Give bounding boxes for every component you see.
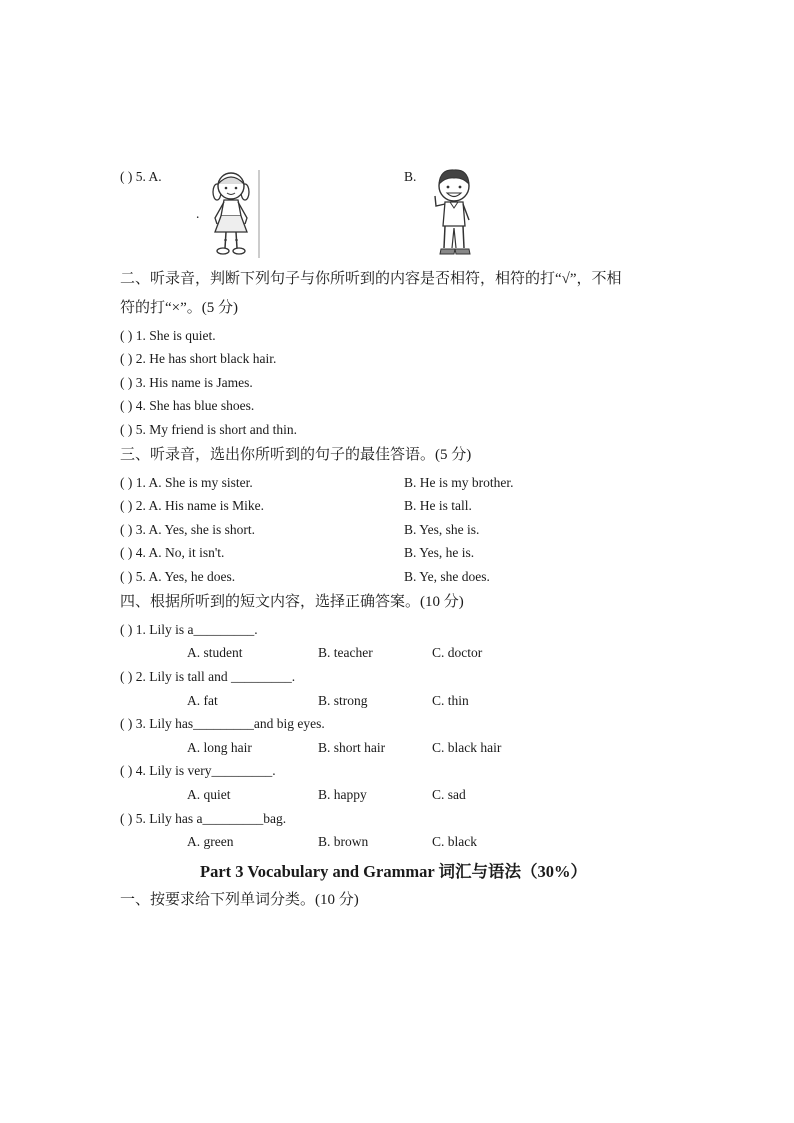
sec4-option-c: C. black hair (432, 740, 502, 755)
sec4-question: ( ) 3. Lily has_________and big eyes. (120, 716, 325, 731)
sec4-option-a: A. fat (187, 693, 218, 708)
boy-illustration (428, 166, 480, 258)
section-2-heading-line1: 二、听录音，判断下列句子与你所听到的内容是否相符，相符的打“√”，不相 (120, 271, 622, 287)
sec4-option-b: B. happy (318, 787, 367, 802)
sec2-item: ( ) 1. She is quiet. (120, 328, 216, 343)
q5-option-b-label: B. (404, 169, 417, 184)
sec4-option-c: C. thin (432, 693, 469, 708)
sec4-option-b: B. teacher (318, 645, 373, 660)
sec4-option-c: C. doctor (432, 645, 483, 660)
sec4-option-b: B. short hair (318, 740, 386, 755)
sec3-item-question: ( ) 2. A. His name is Mike. (120, 498, 264, 513)
sec2-item: ( ) 5. My friend is short and thin. (120, 422, 297, 437)
sec4-option-b: B. strong (318, 693, 368, 708)
sec3-item-question: ( ) 1. A. She is my sister. (120, 475, 253, 490)
girl-illustration (205, 168, 261, 260)
sec4-option-a: A. green (187, 834, 234, 849)
sec4-question: ( ) 2. Lily is tall and _________. (120, 669, 296, 684)
sec4-option-a: A. quiet (187, 787, 231, 802)
q5-option-a-label: ( ) 5. A. (120, 169, 162, 184)
sec4-option-a: A. student (187, 645, 243, 660)
sec2-item: ( ) 4. She has blue shoes. (120, 398, 255, 413)
sec4-option-a: A. long hair (187, 740, 252, 755)
sec4-option-c: C. sad (432, 787, 466, 802)
section-2-heading-line2: 符的打“×”。(5 分) (120, 300, 239, 316)
sec3-item-option-b: B. He is my brother. (404, 475, 514, 490)
q5-dot: . (196, 206, 200, 221)
part3-title: Part 3 Vocabulary and Grammar 词汇与语法（30%） (200, 862, 587, 881)
sec4-question: ( ) 5. Lily has a_________bag. (120, 811, 287, 826)
section-4-heading: 四、根据所听到的短文内容，选择正确答案。(10 分) (120, 594, 464, 610)
sec4-option-b: B. brown (318, 834, 369, 849)
sec3-item-option-b: B. Ye, she does. (404, 569, 490, 584)
sec3-item-option-b: B. He is tall. (404, 498, 472, 513)
sec4-option-c: C. black (432, 834, 477, 849)
sec3-item-question: ( ) 3. A. Yes, she is short. (120, 522, 256, 537)
sec3-item-question: ( ) 5. A. Yes, he does. (120, 569, 236, 584)
sec2-item: ( ) 2. He has short black hair. (120, 351, 277, 366)
sec3-item-option-b: B. Yes, she is. (404, 522, 480, 537)
sec4-question: ( ) 1. Lily is a_________. (120, 622, 258, 637)
sec3-item-question: ( ) 4. A. No, it isn't. (120, 545, 225, 560)
sec2-item: ( ) 3. His name is James. (120, 375, 253, 390)
vocab-section-heading: 一、按要求给下列单词分类。(10 分) (120, 892, 359, 908)
sec3-item-option-b: B. Yes, he is. (404, 545, 475, 560)
section-3-heading: 三、听录音，选出你所听到的句子的最佳答语。(5 分) (120, 447, 472, 463)
sec4-question: ( ) 4. Lily is very_________. (120, 763, 276, 778)
